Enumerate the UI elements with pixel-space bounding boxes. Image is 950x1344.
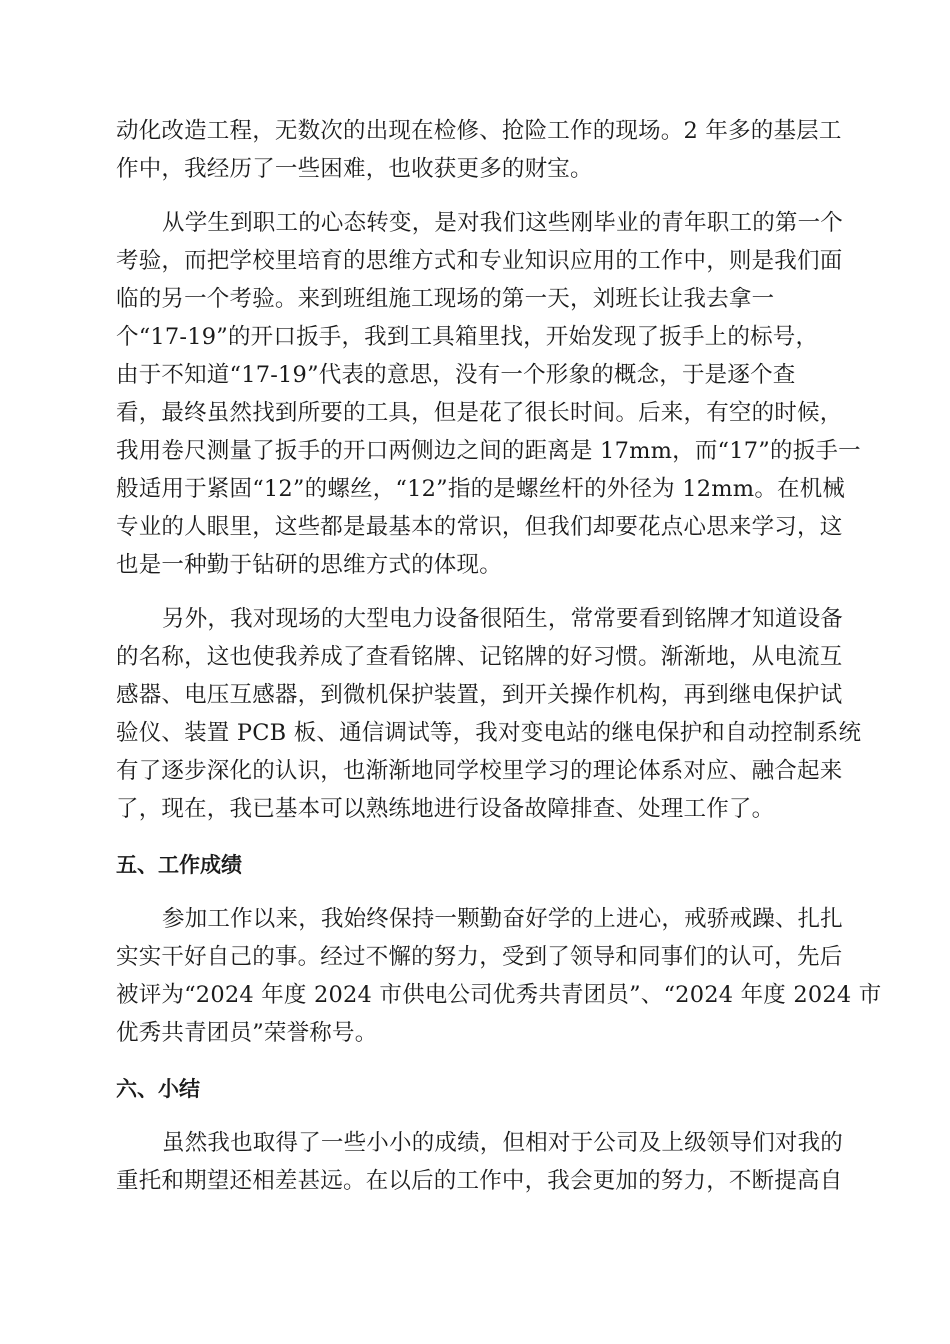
paragraph-line: 我用卷尺测量了扳手的开口两侧边之间的距离是 17mm，而“17”的扳手一 bbox=[116, 438, 861, 464]
paragraph-line: 实实干好自己的事。经过不懈的努力，受到了领导和同事们的认可，先后 bbox=[116, 944, 843, 970]
section-heading: 六、小结 bbox=[116, 1077, 200, 1101]
paragraph-line: 参加工作以来，我始终保持一颗勤奋好学的上进心，戒骄戒躁、扎扎 bbox=[162, 906, 844, 932]
paragraph-line: 了，现在，我已基本可以熟练地进行设备故障排查、处理工作了。 bbox=[116, 796, 775, 822]
paragraph-line: 另外，我对现场的大型电力设备很陌生，常常要看到铭牌才知道设备 bbox=[162, 606, 844, 632]
paragraph-line: 考验，而把学校里培育的思维方式和专业知识应用的工作中，则是我们面 bbox=[116, 248, 843, 274]
paragraph-line: 重托和期望还相差甚远。在以后的工作中，我会更加的努力，不断提高自 bbox=[116, 1168, 843, 1194]
paragraph-line: 看，最终虽然找到所要的工具，但是花了很长时间。后来，有空的时候， bbox=[116, 400, 843, 426]
paragraph-line: 从学生到职工的心态转变，是对我们这些刚毕业的青年职工的第一个 bbox=[162, 210, 844, 236]
paragraph-line: 被评为“2024 年度 2024 市供电公司优秀共青团员”、“2024 年度 2024 市 bbox=[116, 982, 882, 1008]
paragraph-line: 作中，我经历了一些困难，也收获更多的财宝。 bbox=[116, 156, 593, 182]
paragraph-line: 的名称，这也使我养成了查看铭牌、记铭牌的好习惯。渐渐地，从电流互 bbox=[116, 644, 843, 670]
paragraph-line: 验仪、装置 PCB 板、通信调试等，我对变电站的继电保护和自动控制系统 bbox=[116, 720, 862, 746]
paragraph-line: 个“17-19”的开口扳手，我到工具箱里找，开始发现了扳手上的标号， bbox=[116, 324, 819, 350]
paragraph-line: 由于不知道“17-19”代表的意思，没有一个形象的概念，于是逐个查 bbox=[116, 362, 796, 388]
section-heading: 五、工作成绩 bbox=[116, 853, 242, 877]
paragraph-line: 有了逐步深化的认识，也渐渐地同学校里学习的理论体系对应、融合起来 bbox=[116, 758, 843, 784]
paragraph-line: 动化改造工程，无数次的出现在检修、抢险工作的现场。2 年多的基层工 bbox=[116, 118, 842, 144]
paragraph-line: 般适用于紧固“12”的螺丝，“12”指的是螺丝杆的外径为 12mm。在机械 bbox=[116, 476, 846, 502]
paragraph-line: 优秀共青团员”荣誉称号。 bbox=[116, 1020, 378, 1046]
paragraph-line: 虽然我也取得了一些小小的成绩，但相对于公司及上级领导们对我的 bbox=[162, 1130, 844, 1156]
paragraph-line: 也是一种勤于钻研的思维方式的体现。 bbox=[116, 552, 502, 578]
paragraph-line: 专业的人眼里，这些都是最基本的常识，但我们却要花点心思来学习，这 bbox=[116, 514, 843, 540]
paragraph-line: 临的另一个考验。来到班组施工现场的第一天，刘班长让我去拿一 bbox=[116, 286, 775, 312]
paragraph-line: 感器、电压互感器，到微机保护装置，到开关操作机构，再到继电保护试 bbox=[116, 682, 843, 708]
